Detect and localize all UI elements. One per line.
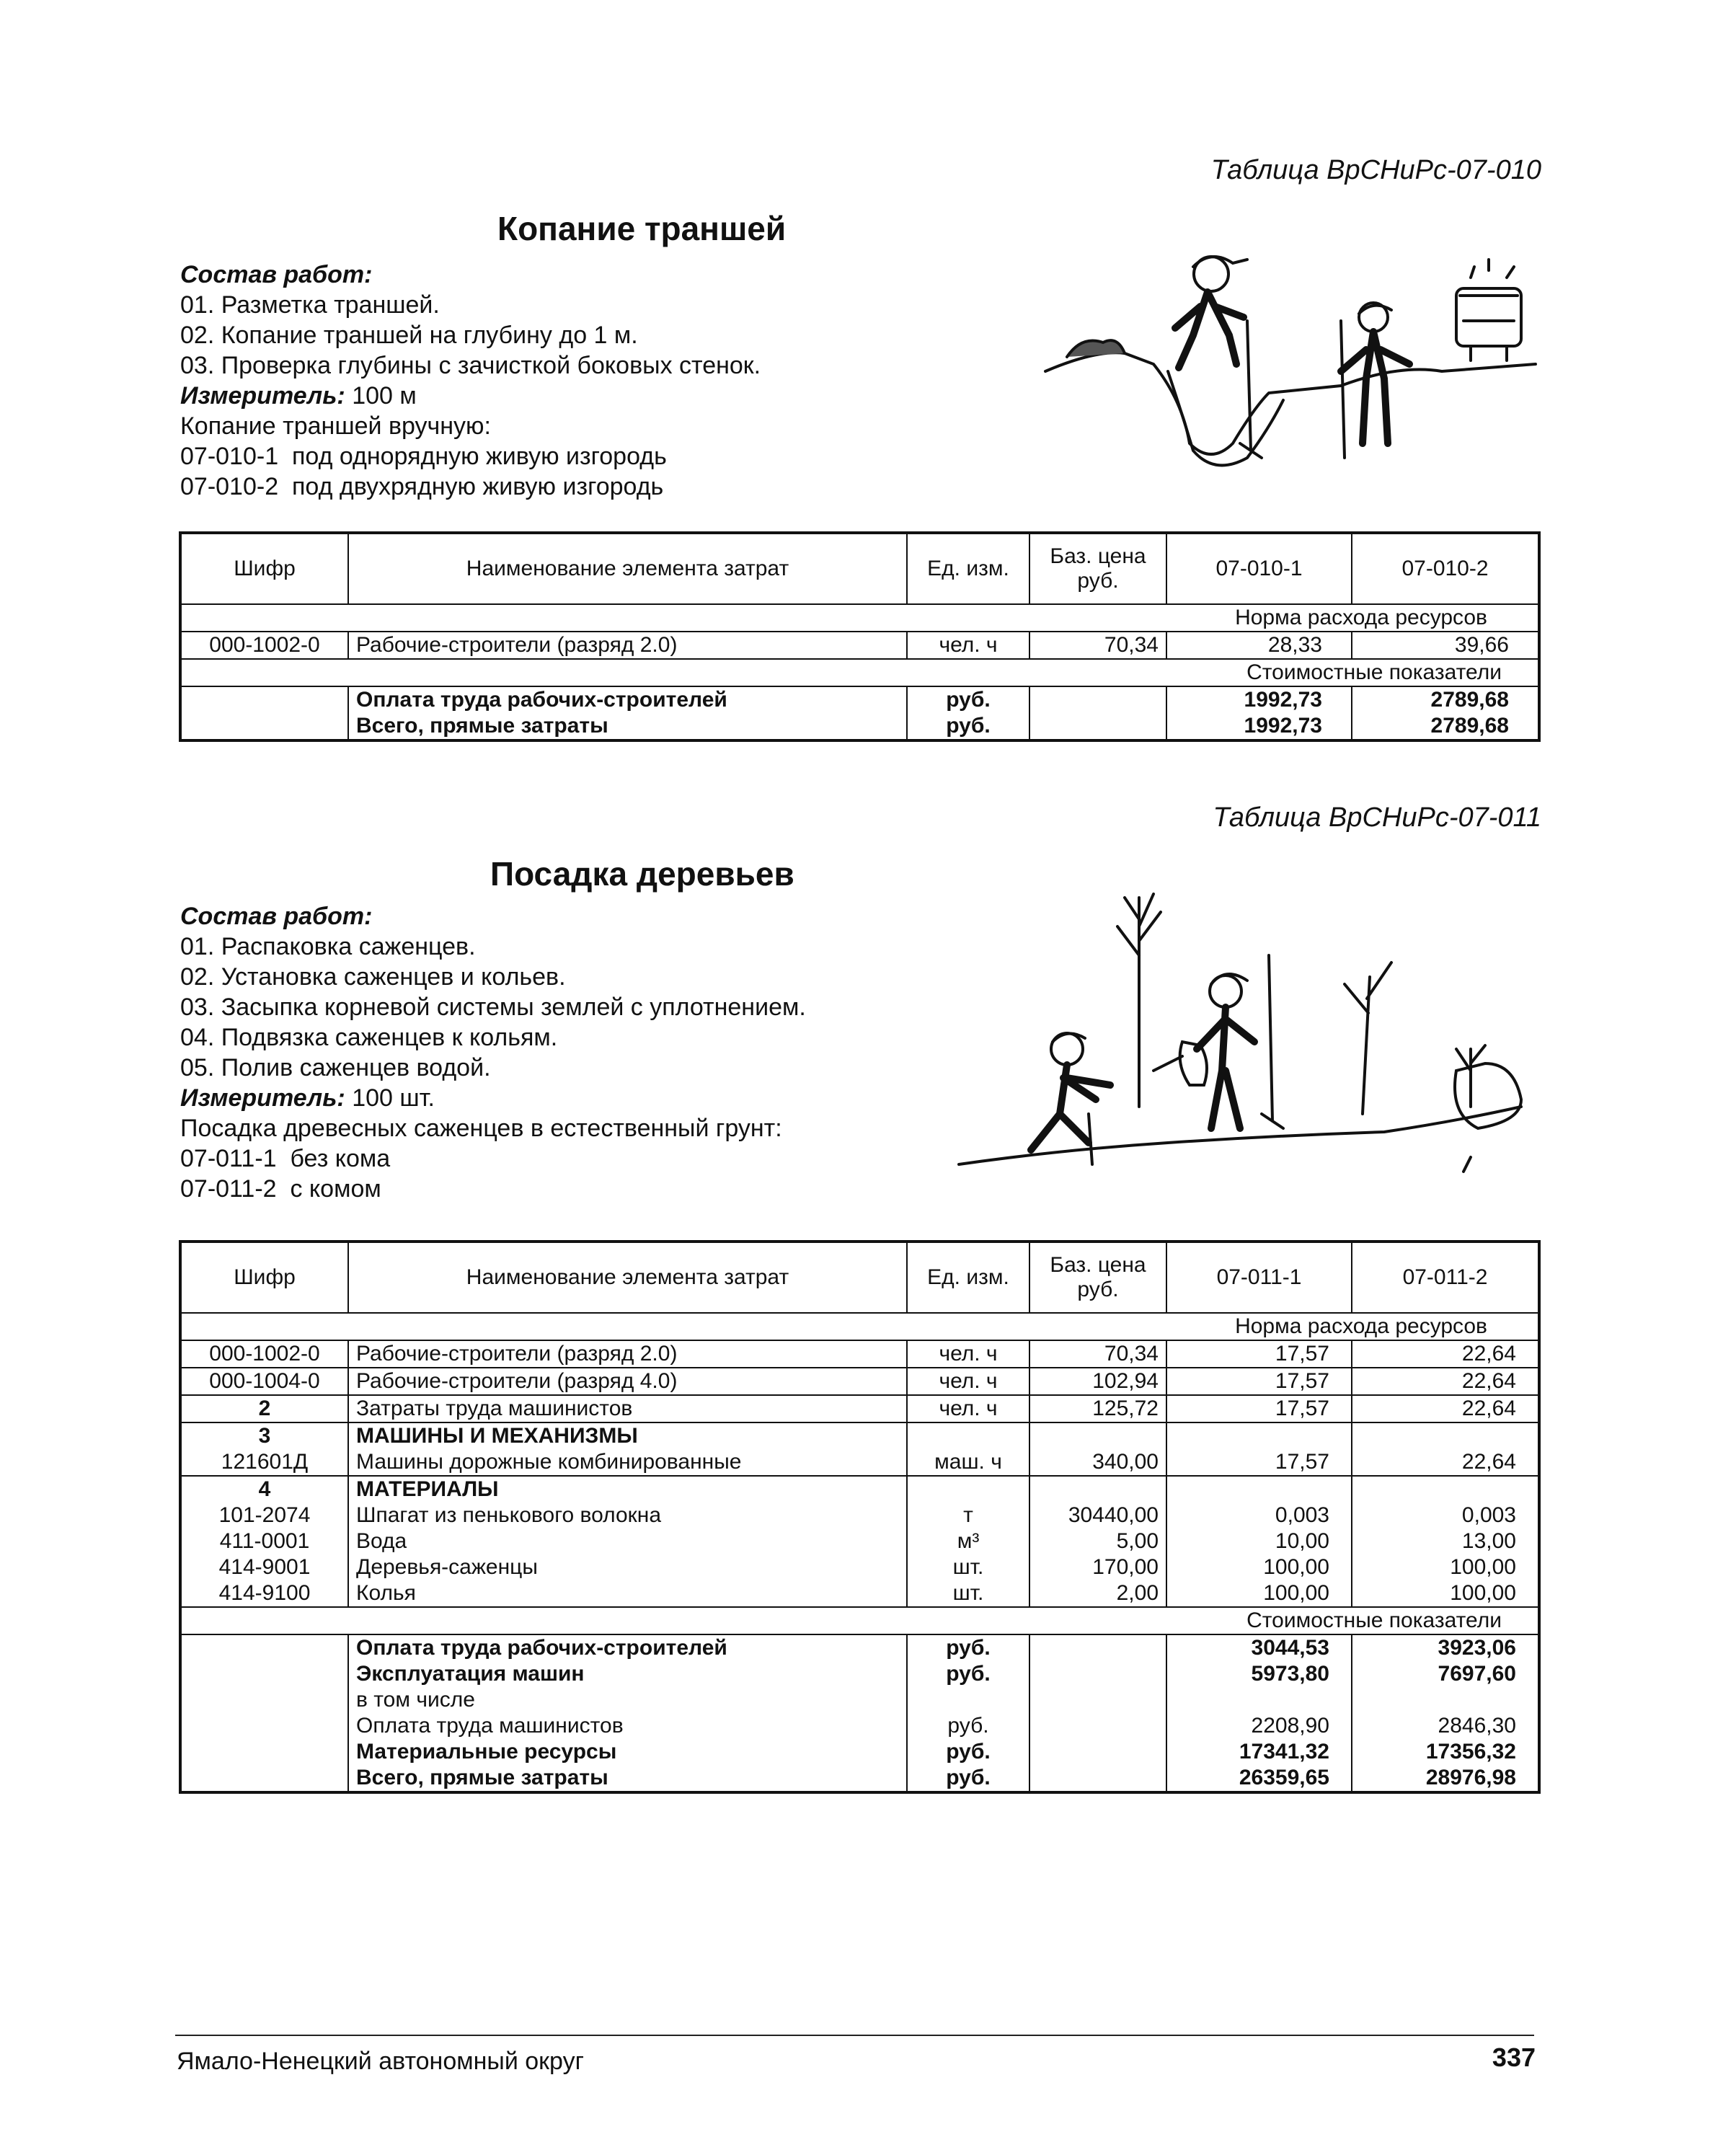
total-label: Всего, прямые затраты	[348, 713, 907, 740]
cell-variant-2: 22,64	[1352, 1395, 1539, 1422]
cell-variant-1: 0,003	[1166, 1503, 1352, 1528]
col-header-variant-1: 07-010-1	[1166, 533, 1352, 604]
col-header-name: Наименование элемента затрат	[348, 533, 907, 604]
cell-variant-2: 13,00	[1352, 1528, 1539, 1554]
cell-unit: м³	[907, 1528, 1029, 1554]
total-variant-2: 2789,68	[1352, 686, 1539, 713]
table-reference: Таблица ВрСНиРс-07-011	[1213, 802, 1541, 833]
col-header-price: Баз. цена руб.	[1029, 533, 1166, 604]
cell-unit: шт.	[907, 1554, 1029, 1580]
total-variant-1: 3044,53	[1166, 1634, 1352, 1661]
cell-code: 101-2074	[180, 1503, 348, 1528]
measure-label: Измеритель:	[180, 382, 345, 410]
cell-price: 170,00	[1029, 1554, 1166, 1580]
cell-variant-2: 100,00	[1352, 1554, 1539, 1580]
cell-name: Деревья-саженцы	[348, 1554, 907, 1580]
work-step: 02. Копание траншей на глубину до 1 м.	[180, 322, 638, 349]
cell-unit: чел. ч	[907, 1368, 1029, 1395]
total-unit: руб.	[907, 1634, 1029, 1661]
cell-code: 000-1002-0	[180, 632, 348, 659]
band-norm: Норма расхода ресурсов	[180, 1313, 1539, 1340]
cell-name: Рабочие-строители (разряд 2.0)	[348, 1340, 907, 1368]
cell-variant-1: 10,00	[1166, 1528, 1352, 1554]
cell-code: 121601Д	[180, 1449, 348, 1476]
cell-code: 414-9001	[180, 1554, 348, 1580]
cell-name: Вода	[348, 1528, 907, 1554]
total-price	[1029, 1765, 1166, 1792]
total-spacer	[180, 1661, 348, 1687]
cell-code: 000-1004-0	[180, 1368, 348, 1395]
total-spacer	[180, 1687, 348, 1713]
cell-price	[1029, 1476, 1166, 1503]
cell-variant-1: 17,57	[1166, 1368, 1352, 1395]
total-price	[1029, 1687, 1166, 1713]
total-row	[180, 1661, 1539, 1687]
cell-unit: маш. ч	[907, 1449, 1029, 1476]
col-header-code: Шифр	[180, 533, 348, 604]
cell-name: Колья	[348, 1580, 907, 1607]
col-header-variant-2: 07-010-2	[1352, 533, 1539, 604]
variant: 07-011-1 без кома	[180, 1145, 391, 1172]
band-cost: Стоимостные показатели	[1246, 660, 1502, 684]
table-row	[180, 1476, 1539, 1503]
total-label: Всего, прямые затраты	[348, 1765, 907, 1792]
total-row	[180, 1687, 1539, 1713]
total-unit	[907, 1687, 1029, 1713]
cell-name: МАШИНЫ И МЕХАНИЗМЫ	[348, 1422, 907, 1449]
band-cost: Стоимостные показатели	[180, 1607, 1539, 1634]
cell-code: 000-1002-0	[180, 1340, 348, 1368]
total-variant-1: 26359,65	[1166, 1765, 1352, 1792]
work-description: Посадка древесных саженцев в естественный грунт:	[180, 1115, 782, 1142]
work-step: 01. Разметка траншей.	[180, 291, 440, 319]
cell-price: 2,00	[1029, 1580, 1166, 1607]
cell-variant-1: 17,57	[1166, 1395, 1352, 1422]
band-norm: Норма расхода ресурсов	[180, 604, 1539, 632]
total-variant-1: 1992,73	[1166, 686, 1352, 713]
total-price	[1029, 1713, 1166, 1739]
cell-variant-1	[1166, 1476, 1352, 1503]
cell-name: Шпагат из пенькового волокна	[348, 1503, 907, 1528]
total-variant-1: 1992,73	[1166, 713, 1352, 740]
cell-name: Затраты труда машинистов	[348, 1395, 907, 1422]
cell-variant-2: 39,66	[1352, 632, 1539, 659]
cell-name: Рабочие-строители (разряд 4.0)	[348, 1368, 907, 1395]
table-row	[180, 1368, 1539, 1395]
cell-variant-2: 22,64	[1352, 1449, 1539, 1476]
work-step: 03. Проверка глубины с зачисткой боковых стенок.	[180, 352, 761, 379]
cell-name: Рабочие-строители (разряд 2.0)	[348, 632, 907, 659]
total-unit: руб.	[907, 713, 1029, 740]
total-price	[1029, 713, 1166, 740]
work-step: 03. Засыпка корневой системы землей с уплотнением.	[180, 994, 806, 1021]
work-step: 05. Полив саженцев водой.	[180, 1054, 491, 1081]
cell-name: Машины дорожные комбинированные	[348, 1449, 907, 1476]
cell-variant-2: 22,64	[1352, 1368, 1539, 1395]
total-spacer	[180, 1739, 348, 1765]
work-step: 04. Подвязка саженцев к кольям.	[180, 1024, 558, 1051]
total-row	[180, 1765, 1539, 1792]
total-unit: руб.	[907, 1739, 1029, 1765]
work-composition	[180, 901, 806, 1204]
cell-variant-2	[1352, 1476, 1539, 1503]
footer-rule	[175, 2035, 1534, 2036]
total-variant-1: 17341,32	[1166, 1739, 1352, 1765]
table-row	[180, 1580, 1539, 1607]
table-reference: Таблица ВрСНиРс-07-010	[1210, 155, 1541, 185]
total-variant-2: 28976,98	[1352, 1765, 1539, 1792]
variant: 07-010-2 под двухрядную живую изгородь	[180, 473, 664, 500]
variant: 07-010-1 под однорядную живую изгородь	[180, 443, 667, 470]
work-step: 01. Распаковка саженцев.	[180, 933, 476, 960]
col-header-unit: Ед. изм.	[907, 533, 1029, 604]
measure-value: 100 м	[352, 382, 417, 410]
variant: 07-011-2 с комом	[180, 1175, 381, 1203]
total-variant-1	[1166, 1687, 1352, 1713]
total-variant-1: 2208,90	[1166, 1713, 1352, 1739]
cell-price: 125,72	[1029, 1395, 1166, 1422]
cell-code: 2	[180, 1395, 348, 1422]
total-label: Материальные ресурсы	[348, 1739, 907, 1765]
table-row	[180, 632, 1539, 659]
cell-unit: чел. ч	[907, 1395, 1029, 1422]
cell-unit: шт.	[907, 1580, 1029, 1607]
total-label: Эксплуатация машин	[348, 1661, 907, 1687]
cell-variant-1: 100,00	[1166, 1554, 1352, 1580]
cell-variant-2	[1352, 1422, 1539, 1449]
section-title: Посадка деревьев	[490, 855, 794, 893]
cell-code: 414-9100	[180, 1580, 348, 1607]
table-row	[180, 1395, 1539, 1422]
composition-header: Состав работ:	[180, 903, 373, 930]
cost-table	[179, 1240, 1541, 1794]
cell-price: 70,34	[1029, 632, 1166, 659]
total-price	[1029, 686, 1166, 713]
cell-code: 411-0001	[180, 1528, 348, 1554]
total-row	[180, 713, 1539, 740]
cell-unit	[907, 1422, 1029, 1449]
total-label: Оплата труда рабочих-строителей	[348, 1634, 907, 1661]
total-variant-2: 2846,30	[1352, 1713, 1539, 1739]
measure-label: Измеритель:	[180, 1084, 345, 1112]
total-unit: руб.	[907, 1713, 1029, 1739]
col-header-unit: Ед. изм.	[907, 1242, 1029, 1313]
page-number: 337	[1492, 2043, 1536, 2072]
total-row	[180, 1634, 1539, 1661]
total-unit: руб.	[907, 1661, 1029, 1687]
table-row	[180, 1528, 1539, 1554]
cell-price: 5,00	[1029, 1528, 1166, 1554]
cell-code: 4	[180, 1476, 348, 1503]
work-step: 02. Установка саженцев и кольев.	[180, 963, 566, 991]
cell-price: 30440,00	[1029, 1503, 1166, 1528]
total-unit: руб.	[907, 686, 1029, 713]
cell-unit: т	[907, 1503, 1029, 1528]
total-spacer	[180, 1765, 348, 1792]
footer-region: Ямало-Ненецкий автономный округ	[177, 2048, 584, 2075]
cell-variant-1: 17,57	[1166, 1340, 1352, 1368]
cell-price	[1029, 1422, 1166, 1449]
cell-unit: чел. ч	[907, 632, 1029, 659]
measure	[180, 381, 761, 411]
table-row	[180, 1503, 1539, 1528]
table-row	[180, 1554, 1539, 1580]
cell-variant-1	[1166, 1422, 1352, 1449]
cell-variant-1: 17,57	[1166, 1449, 1352, 1476]
total-variant-1: 5973,80	[1166, 1661, 1352, 1687]
total-label: в том числе	[348, 1687, 907, 1713]
measure-value: 100 шт.	[352, 1084, 435, 1112]
work-composition	[180, 260, 761, 502]
cell-name: МАТЕРИАЛЫ	[348, 1476, 907, 1503]
total-row	[180, 686, 1539, 713]
col-header-code: Шифр	[180, 1242, 348, 1313]
total-variant-2: 17356,32	[1352, 1739, 1539, 1765]
col-header-price: Баз. цена руб.	[1029, 1242, 1166, 1313]
table-row	[180, 1422, 1539, 1449]
tree-planting-illustration	[952, 883, 1528, 1186]
trench-digging-illustration	[1038, 227, 1543, 487]
section-title: Копание траншей	[497, 210, 787, 247]
cell-variant-1: 100,00	[1166, 1580, 1352, 1607]
total-variant-2: 7697,60	[1352, 1661, 1539, 1687]
cost-table	[179, 531, 1541, 742]
cell-variant-2: 22,64	[1352, 1340, 1539, 1368]
total-unit: руб.	[907, 1765, 1029, 1792]
cell-price: 340,00	[1029, 1449, 1166, 1476]
total-row	[180, 1739, 1539, 1765]
table-row	[180, 1340, 1539, 1368]
total-price	[1029, 1661, 1166, 1687]
cell-unit	[907, 1476, 1029, 1503]
cell-price: 102,94	[1029, 1368, 1166, 1395]
total-spacer	[180, 1634, 348, 1661]
col-header-variant-2: 07-011-2	[1352, 1242, 1539, 1313]
composition-header: Состав работ:	[180, 261, 373, 288]
col-header-name: Наименование элемента затрат	[348, 1242, 907, 1313]
total-spacer	[180, 1713, 348, 1739]
table-row	[180, 1449, 1539, 1476]
cell-code: 3	[180, 1422, 348, 1449]
col-header-variant-1: 07-011-1	[1166, 1242, 1352, 1313]
cell-variant-1: 28,33	[1166, 632, 1352, 659]
total-price	[1029, 1739, 1166, 1765]
total-label: Оплата труда рабочих-строителей	[348, 686, 907, 713]
work-description: Копание траншей вручную:	[180, 412, 491, 440]
cell-variant-2: 0,003	[1352, 1503, 1539, 1528]
total-variant-2: 3923,06	[1352, 1634, 1539, 1661]
total-label: Оплата труда машинистов	[348, 1713, 907, 1739]
total-variant-2	[1352, 1687, 1539, 1713]
total-row	[180, 1713, 1539, 1739]
measure	[180, 1083, 806, 1113]
total-price	[1029, 1634, 1166, 1661]
total-variant-2: 2789,68	[1352, 713, 1539, 740]
cell-price: 70,34	[1029, 1340, 1166, 1368]
cell-variant-2: 100,00	[1352, 1580, 1539, 1607]
cell-unit: чел. ч	[907, 1340, 1029, 1368]
